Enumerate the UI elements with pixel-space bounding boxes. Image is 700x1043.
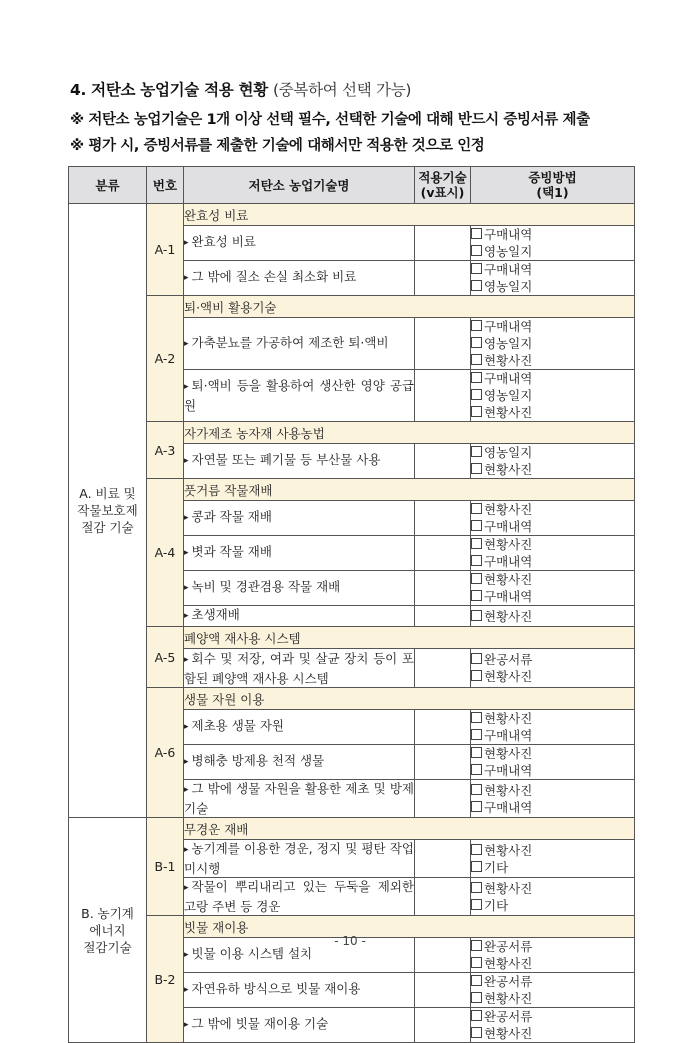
checkbox-icon[interactable] [471, 573, 482, 584]
apply-check-cell[interactable] [415, 444, 471, 479]
apply-check-cell[interactable] [415, 536, 471, 571]
category-cell [69, 818, 147, 1043]
apply-check-cell[interactable] [415, 318, 471, 370]
checkbox-icon[interactable] [471, 747, 482, 758]
proof-option-label: 완공서류 [484, 939, 533, 954]
group-code [147, 422, 184, 479]
proof-option-label: 영농일지 [484, 336, 533, 351]
tech-name-cell [184, 710, 415, 745]
proof-option[interactable] [471, 762, 553, 779]
group-title: 폐양액 재사용 시스템 [184, 627, 635, 649]
apply-check-cell[interactable] [415, 780, 471, 818]
proof-options-cell [471, 780, 635, 818]
proof-option[interactable] [471, 243, 553, 260]
proof-option[interactable] [471, 710, 553, 727]
proof-options-cell [471, 536, 635, 571]
proof-option[interactable] [471, 335, 553, 352]
tech-name-cell [184, 745, 415, 780]
proof-options-cell [471, 878, 635, 916]
header-proof [471, 167, 635, 204]
proof-option[interactable] [471, 518, 553, 535]
proof-option-label: 기타 [484, 859, 509, 875]
low-carbon-tech-table [68, 166, 635, 1043]
proof-options-cell [471, 745, 635, 780]
triangle-bullet-icon: ▸ [184, 456, 189, 466]
tech-name: 농기계를 이용한 경운, 정지 및 평탄 작업 미시행 [184, 841, 414, 876]
header-proof-line1: 증빙방법 [528, 170, 577, 185]
checkbox-icon[interactable] [471, 861, 482, 872]
header-category: 분류 [69, 167, 147, 204]
proof-option-label: 현황사진 [484, 711, 533, 726]
triangle-bullet-icon: ▸ [184, 950, 189, 960]
proof-option[interactable] [471, 387, 553, 404]
tech-name: 병해충 방제용 천적 생물 [191, 753, 325, 768]
proof-options-cell [471, 444, 635, 479]
proof-option-label: 현황사진 [484, 462, 533, 477]
proof-option-label: 현황사진 [484, 537, 533, 552]
checkbox-icon[interactable] [471, 337, 482, 348]
proof-option-label: 현황사진 [484, 842, 533, 858]
tech-name-cell [184, 536, 415, 571]
tech-name: 녹비 및 경관겸용 작물 재배 [191, 579, 341, 594]
checkbox-icon[interactable] [471, 712, 482, 723]
proof-option[interactable] [471, 404, 553, 421]
checkbox-icon[interactable] [471, 784, 482, 795]
triangle-bullet-icon: ▸ [184, 583, 189, 593]
apply-check-cell[interactable] [415, 370, 471, 422]
category-cell [69, 204, 147, 818]
proof-options-cell [471, 840, 635, 878]
checkbox-icon[interactable] [471, 446, 482, 457]
apply-check-cell[interactable] [415, 878, 471, 916]
header-number: 번호 [147, 167, 184, 204]
checkbox-icon[interactable] [471, 538, 482, 549]
proof-option[interactable] [471, 461, 553, 478]
apply-check-cell[interactable] [415, 973, 471, 1008]
checkbox-icon[interactable] [471, 899, 482, 910]
proof-option-label: 현황사진 [484, 991, 533, 1006]
triangle-bullet-icon: ▸ [184, 722, 189, 732]
category-label-line: 작물보호제 [77, 503, 138, 518]
category-label-line: 절감 기술 [81, 520, 134, 535]
checkbox-icon[interactable] [471, 957, 482, 968]
proof-option-label: 현황사진 [484, 956, 533, 971]
proof-option-label: 현황사진 [484, 669, 533, 684]
tech-name-cell [184, 606, 415, 627]
triangle-bullet-icon: ▸ [184, 513, 189, 523]
tech-name: 제초용 생물 자원 [191, 718, 285, 733]
page-number: - 10 - [334, 934, 366, 948]
group-row [69, 422, 635, 444]
checkbox-icon[interactable] [471, 503, 482, 514]
checkbox-icon[interactable] [471, 463, 482, 474]
checkbox-icon[interactable] [471, 610, 482, 621]
checkbox-icon[interactable] [471, 555, 482, 566]
apply-check-cell[interactable] [415, 710, 471, 745]
apply-check-cell[interactable] [415, 261, 471, 296]
tech-name-cell [184, 318, 415, 370]
proof-option-label: 기타 [484, 897, 509, 913]
proof-option-label: 구매내역 [484, 227, 533, 242]
checkbox-icon[interactable] [471, 520, 482, 531]
tech-name: 그 밖에 빗물 재이용 기술 [191, 1016, 329, 1031]
triangle-bullet-icon: ▸ [184, 338, 189, 349]
checkbox-icon[interactable] [471, 975, 482, 986]
group-code-text: B-2 [154, 971, 176, 987]
proof-option-label: 구매내역 [484, 262, 533, 277]
header-proof-line2: (택1) [536, 185, 569, 200]
proof-option-label: 현황사진 [484, 880, 533, 896]
proof-option[interactable] [471, 318, 553, 335]
proof-option[interactable] [471, 668, 553, 685]
group-title: 생물 자원 이용 [184, 688, 635, 710]
proof-option[interactable] [471, 727, 553, 744]
checkbox-icon[interactable] [471, 354, 482, 365]
proof-option[interactable] [471, 278, 553, 295]
group-code-text: A-3 [154, 442, 176, 458]
triangle-bullet-icon: ▸ [184, 757, 189, 767]
proof-option[interactable] [471, 444, 553, 461]
tech-name-cell [184, 261, 415, 296]
proof-option[interactable] [471, 226, 553, 243]
proof-option-label: 완공서류 [484, 1009, 533, 1024]
group-code [147, 818, 184, 916]
proof-option[interactable] [471, 955, 553, 972]
tech-name: 그 밖에 생물 자원을 활용한 제초 및 방제 기술 [184, 781, 414, 816]
checkbox-icon[interactable] [471, 882, 482, 893]
group-code [147, 479, 184, 627]
group-code-text: B-1 [154, 859, 176, 874]
apply-check-cell[interactable] [415, 1008, 471, 1043]
tech-name-cell [184, 370, 415, 422]
proof-option-label: 현황사진 [484, 405, 533, 420]
proof-option-label: 영농일지 [484, 388, 533, 403]
tech-name-cell [184, 226, 415, 261]
checkbox-icon[interactable] [471, 844, 482, 855]
proof-option-label: 현황사진 [484, 353, 533, 368]
proof-options-cell [471, 261, 635, 296]
notice-2: ※ 평가 시, 증빙서류를 제출한 기술에 대해서만 적용한 것으로 인정 [70, 138, 485, 154]
group-title: 빗물 재이용 [184, 916, 635, 938]
tech-name: 그 밖에 질소 손실 최소화 비료 [191, 269, 357, 284]
checkbox-icon[interactable] [471, 670, 482, 681]
group-row [69, 204, 635, 226]
proof-option-label: 현황사진 [484, 572, 533, 587]
group-row [69, 818, 635, 840]
header-apply [415, 167, 471, 204]
group-code [147, 627, 184, 688]
proof-options-cell [471, 649, 635, 688]
proof-options-cell [471, 606, 635, 627]
triangle-bullet-icon: ▸ [184, 654, 189, 665]
triangle-bullet-icon: ▸ [184, 883, 189, 893]
apply-check-cell[interactable] [415, 501, 471, 536]
checkbox-icon[interactable] [471, 372, 482, 383]
group-title: 무경운 재배 [184, 818, 635, 840]
apply-check-cell[interactable] [415, 649, 471, 688]
proof-option-label: 영농일지 [484, 244, 533, 259]
checkbox-icon[interactable] [471, 389, 482, 400]
proof-option-label: 완공서류 [484, 652, 533, 667]
group-code-text: A-5 [154, 649, 176, 665]
checkbox-icon[interactable] [471, 228, 482, 239]
proof-option[interactable] [471, 799, 553, 816]
group-row [69, 479, 635, 501]
triangle-bullet-icon: ▸ [184, 611, 189, 621]
category-label-line: 절감기술 [83, 939, 132, 955]
proof-option-label: 영농일지 [484, 279, 533, 294]
proof-option-label: 현황사진 [484, 502, 533, 517]
section-heading [70, 78, 411, 100]
proof-option[interactable] [471, 370, 553, 387]
proof-option-label: 구매내역 [484, 554, 533, 569]
proof-option[interactable] [471, 501, 553, 518]
proof-option[interactable] [471, 782, 553, 799]
group-title: 완효성 비료 [184, 204, 635, 226]
group-code-text: A-6 [154, 745, 176, 760]
tech-name: 퇴·액비 등을 활용하여 생산한 영양 공급원 [184, 378, 414, 413]
apply-check-cell[interactable] [415, 840, 471, 878]
triangle-bullet-icon: ▸ [184, 785, 189, 795]
proof-option-label: 구매내역 [484, 519, 533, 534]
proof-option-label: 구매내역 [484, 799, 533, 815]
proof-option[interactable] [471, 553, 553, 570]
checkbox-icon[interactable] [471, 590, 482, 601]
group-code-text: A-2 [154, 351, 176, 366]
apply-check-cell[interactable] [415, 571, 471, 606]
header-apply-line1: 적용기술 [418, 170, 467, 185]
tech-name: 볏과 작물 재배 [191, 544, 272, 559]
triangle-bullet-icon: ▸ [184, 238, 189, 248]
proof-option[interactable] [471, 571, 553, 588]
triangle-bullet-icon: ▸ [184, 548, 189, 558]
proof-option[interactable] [471, 536, 553, 553]
tech-name: 회수 및 저장, 여과 및 살균 장치 등이 포함된 폐양액 재사용 시스템 [184, 650, 414, 686]
tech-name-cell [184, 501, 415, 536]
group-row [69, 296, 635, 318]
tech-name-cell [184, 840, 415, 878]
proof-option-label: 완공서류 [484, 974, 533, 989]
tech-name-cell [184, 571, 415, 606]
triangle-bullet-icon: ▸ [184, 1020, 189, 1030]
proof-option[interactable] [471, 897, 553, 914]
tech-name-cell [184, 444, 415, 479]
checkbox-icon[interactable] [471, 406, 482, 417]
category-label-line: 에너지 [89, 922, 126, 938]
proof-options-cell [471, 710, 635, 745]
group-title: 퇴·액비 활용기술 [184, 296, 635, 318]
proof-option[interactable] [471, 261, 553, 278]
proof-option-label: 현황사진 [484, 746, 533, 761]
proof-options-cell [471, 571, 635, 606]
group-code-text: A-4 [154, 545, 176, 560]
proof-option-label: 구매내역 [484, 589, 533, 604]
checkbox-icon[interactable] [471, 245, 482, 256]
tech-name-cell [184, 973, 415, 1008]
apply-check-cell[interactable] [415, 226, 471, 261]
tech-name: 콩과 작물 재배 [191, 509, 272, 524]
tech-name-cell [184, 780, 415, 818]
header-tech-name: 저탄소 농업기술명 [184, 167, 415, 204]
tech-name: 작물이 뿌리내리고 있는 두둑을 제외한 고랑 주변 등 경운 [184, 879, 414, 914]
tech-name: 빗물 이용 시스템 설치 [191, 946, 313, 961]
category-label-line: A. 비료 및 [79, 486, 136, 501]
tech-name: 자연유하 방식으로 빗물 재이용 [191, 981, 361, 996]
proof-option-label: 구매내역 [484, 319, 533, 334]
group-title: 풋거름 작물재배 [184, 479, 635, 501]
proof-options-cell [471, 226, 635, 261]
tech-name: 자연물 또는 폐기물 등 부산물 사용 [191, 452, 381, 467]
group-code-text: A-1 [154, 242, 176, 257]
proof-option-label: 구매내역 [484, 763, 533, 778]
section-subtitle: (중복하여 선택 가능) [272, 81, 412, 99]
proof-option[interactable] [471, 842, 553, 859]
triangle-bullet-icon: ▸ [184, 273, 189, 283]
proof-option-label: 현황사진 [484, 782, 533, 798]
tech-name-cell [184, 1008, 415, 1043]
tech-name-cell [184, 878, 415, 916]
checkbox-icon[interactable] [471, 263, 482, 274]
proof-option[interactable] [471, 1008, 553, 1025]
proof-option-label: 구매내역 [484, 728, 533, 743]
proof-option-label: 현황사진 [484, 1026, 533, 1041]
proof-options-cell [471, 1008, 635, 1043]
tech-name: 완효성 비료 [191, 234, 256, 249]
checkbox-icon[interactable] [471, 280, 482, 291]
group-code [147, 204, 184, 296]
apply-check-cell[interactable] [415, 745, 471, 780]
proof-option[interactable] [471, 588, 553, 605]
proof-options-cell [471, 501, 635, 536]
proof-option[interactable] [471, 608, 553, 625]
proof-option[interactable] [471, 745, 553, 762]
header-apply-line2: (v표시) [420, 185, 465, 200]
triangle-bullet-icon: ▸ [184, 382, 189, 392]
group-code [147, 296, 184, 422]
section-title: 4. 저탄소 농업기술 적용 현황 [70, 81, 268, 99]
proof-options-cell [471, 318, 635, 370]
checkbox-icon[interactable] [471, 653, 482, 664]
tech-name: 가축분뇨를 가공하여 제조한 퇴·액비 [191, 334, 389, 350]
proof-option-label: 현황사진 [484, 608, 533, 624]
proof-option[interactable] [471, 1025, 553, 1042]
group-row [69, 688, 635, 710]
triangle-bullet-icon: ▸ [184, 985, 189, 995]
notice-1: ※ 저탄소 농업기술은 1개 이상 선택 필수, 선택한 기술에 대해 반드시 증빙서류 제출 [70, 112, 590, 128]
proof-options-cell [471, 973, 635, 1008]
proof-option[interactable] [471, 973, 553, 990]
category-label-line: B. 농기계 [81, 905, 134, 921]
proof-option[interactable] [471, 352, 553, 369]
checkbox-icon[interactable] [471, 764, 482, 775]
group-row [69, 627, 635, 649]
checkbox-icon[interactable] [471, 320, 482, 331]
tech-name-cell [184, 649, 415, 688]
group-title: 자가제조 농자재 사용농법 [184, 422, 635, 444]
proof-options-cell [471, 370, 635, 422]
checkbox-icon[interactable] [471, 801, 482, 812]
tech-name: 초생재배 [191, 607, 240, 622]
proof-option-label: 구매내역 [484, 371, 533, 386]
triangle-bullet-icon: ▸ [184, 845, 189, 855]
checkbox-icon[interactable] [471, 1027, 482, 1038]
proof-option[interactable] [471, 651, 553, 668]
group-code [147, 688, 184, 818]
checkbox-icon[interactable] [471, 729, 482, 740]
apply-check-cell[interactable] [415, 606, 471, 627]
proof-option[interactable] [471, 880, 553, 897]
checkbox-icon[interactable] [471, 1010, 482, 1021]
proof-option[interactable] [471, 990, 553, 1007]
proof-option-label: 영농일지 [484, 445, 533, 460]
proof-option[interactable] [471, 859, 553, 876]
checkbox-icon[interactable] [471, 992, 482, 1003]
table-header-row [69, 167, 635, 204]
